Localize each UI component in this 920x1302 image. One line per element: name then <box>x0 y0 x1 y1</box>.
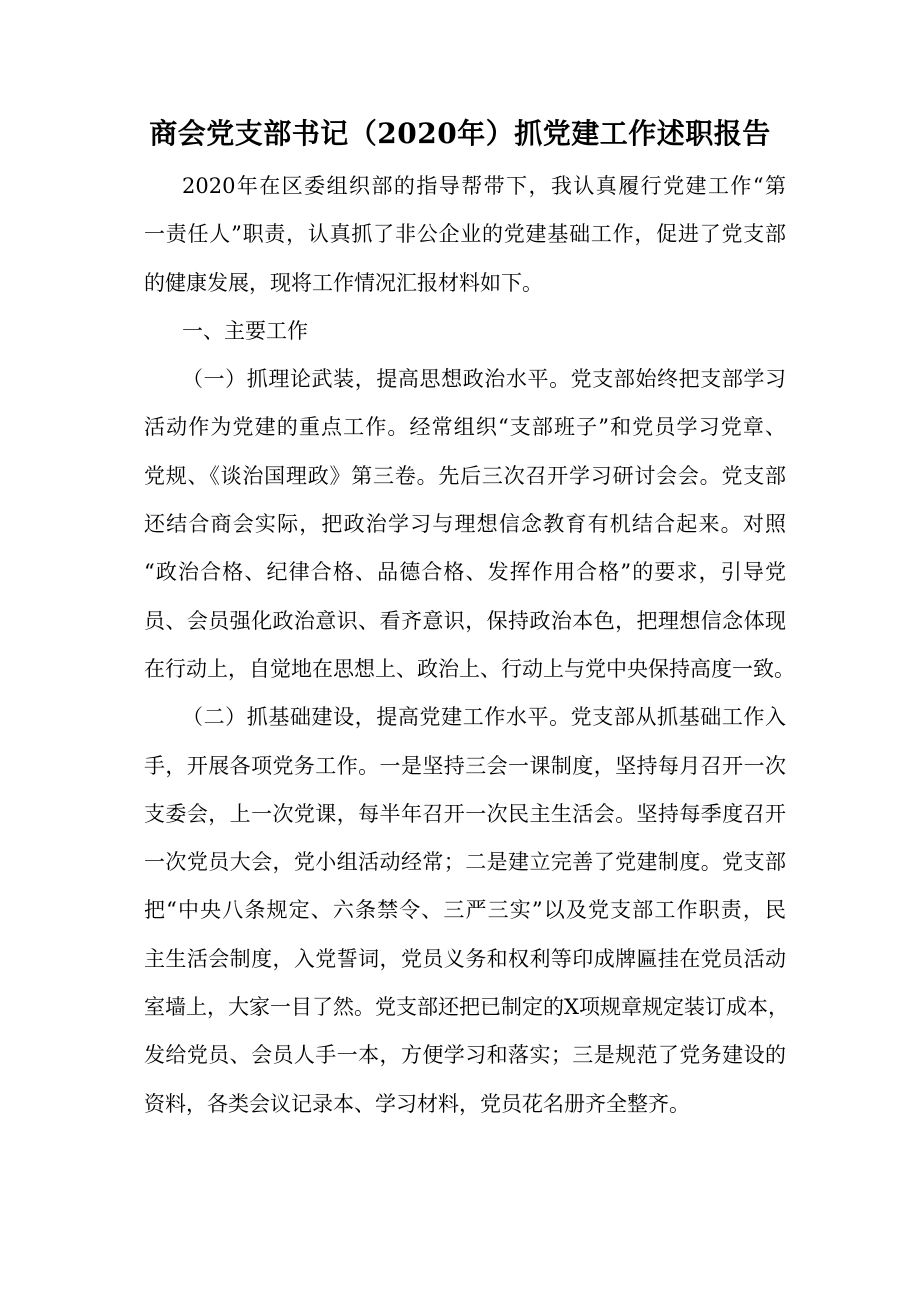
paragraph-line: 手，开展各项党务工作。一是坚持三会一课制度，坚持每月召开一次 <box>144 753 786 778</box>
paragraph-line: 发给党员、会员人手一本，方便学习和落实；三是规范了党务建设的 <box>144 1043 786 1068</box>
paragraph-line: 一次党员大会，党小组活动经常；二是建立完善了党建制度。党支部 <box>144 850 786 875</box>
paragraph-line: 一责任人”职责，认真抓了非公企业的党建基础工作，促进了党支部 <box>144 222 786 247</box>
paragraph-line: 活动作为党建的重点工作。经常组织“支部班子”和党员学习党章、 <box>144 415 786 440</box>
paragraph-line: 员、会员强化政治意识、看齐意识，保持政治本色，把理想信念体现 <box>144 608 786 633</box>
paragraph-line: 支委会，上一次党课，每半年召开一次民主生活会。坚持每季度召开 <box>144 801 786 826</box>
paragraph-line: 主生活会制度，入党誓词，党员义务和权利等印成牌匾挂在党员活动 <box>144 946 786 971</box>
paragraph-line: 室墙上，大家一目了然。党支部还把已制定的X项规章规定装订成本， <box>144 995 789 1020</box>
document-body <box>144 165 795 1131</box>
section-heading: 一、主要工作 <box>182 318 308 343</box>
document-title: 商会党支部书记（2020年）抓党建工作述职报告 <box>149 117 771 150</box>
paragraph-line: 把“中央八条规定、六条禁令、三严三实”以及党支部工作职责，民 <box>144 898 786 923</box>
paragraph-line: 2020年在区委组织部的指导帮带下，我认真履行党建工作“第 <box>182 174 786 198</box>
paragraph-line: 还结合商会实际，把政治学习与理想信念教育有机结合起来。对照 <box>144 512 786 537</box>
paragraph-line: （一）抓理论武装，提高思想政治水平。党支部始终把支部学习 <box>182 367 786 392</box>
paragraph-line: 在行动上，自觉地在思想上、政治上、行动上与党中央保持高度一致。 <box>144 656 795 681</box>
paragraph-line: 党规、《谈治国理政》第三卷。先后三次召开学习研讨会会。党支部 <box>144 463 786 488</box>
paragraph-line: “政治合格、纪律合格、品德合格、发挥作用合格”的要求，引导党 <box>144 560 786 585</box>
paragraph-line: （二）抓基础建设，提高党建工作水平。党支部从抓基础工作入 <box>182 705 786 730</box>
paragraph-line: 资料，各类会议记录本、学习材料，党员花名册齐全整齐。 <box>144 1091 690 1116</box>
paragraph-line: 的健康发展，现将工作情况汇报材料如下。 <box>144 270 543 295</box>
